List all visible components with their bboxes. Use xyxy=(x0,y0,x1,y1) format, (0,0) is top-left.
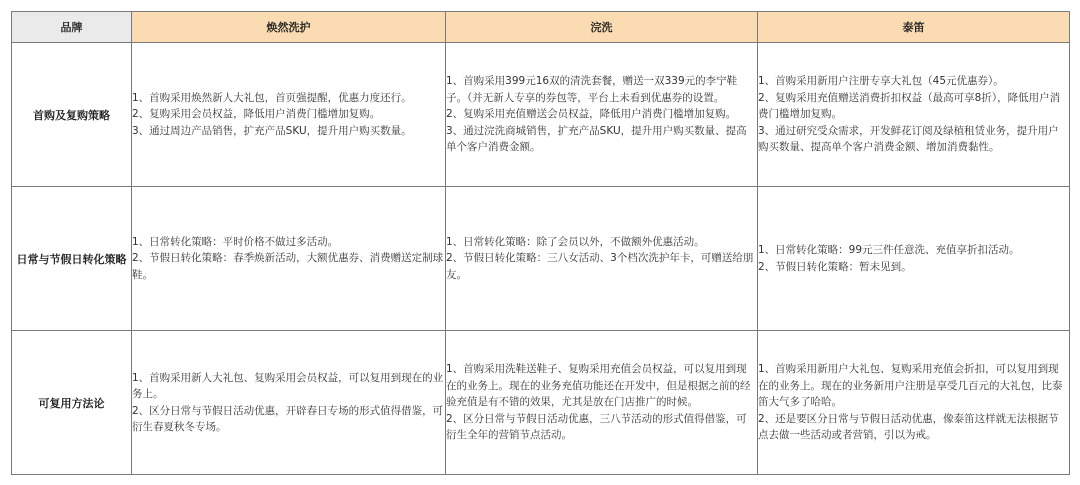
cell-line: 1、日常转化策略：平时价格不做过多活动。 xyxy=(132,235,339,248)
row-label-first-repeat-purchase: 首购及复购策略 xyxy=(12,43,132,187)
row-label-daily-holiday-conversion: 日常与节假日转化策略 xyxy=(12,187,132,331)
comparison-table-wrapper xyxy=(11,11,1069,473)
table-cell xyxy=(132,187,446,331)
cell-line: 2、节假日转化策略：暂未见到。 xyxy=(758,260,912,273)
cell-line: 3、通过浣洗商城销售，扩充产品SKU，提升用户购买数量、提高单个客户消费金额。 xyxy=(446,124,747,154)
cell-line: 1、日常转化策略：99元三件任意洗、充值享折扣活动。 xyxy=(758,244,1020,256)
table-cell xyxy=(446,43,758,187)
header-brand-huanran: 焕然洗护 xyxy=(132,12,446,43)
table-header-row xyxy=(12,12,1070,43)
table-cell xyxy=(132,331,446,475)
cell-line: 1、首购采用洗鞋送鞋子、复购采用充值会员权益，可以复用到现在的业务上。现在的业务充值功能还在开发中，但是根据之前的经验充值是有不错的效果，尤其是放在门店推广的时候。 xyxy=(446,363,751,409)
cell-line: 2、区分日常与节假日活动优惠，三八节活动的形式值得借鉴，可衍生全年的营销节点活动。 xyxy=(446,412,747,442)
table-row xyxy=(12,43,1070,187)
cell-line: 2、复购采用充值赠送消费折扣权益（最高可享8折），降低用户消费门槛增加复购。 xyxy=(758,91,1061,121)
header-brand-huanxi: 浣洗 xyxy=(446,12,758,43)
cell-line: 1、首购采用焕然新人大礼包，首页强提醒，优惠力度还行。 xyxy=(132,91,412,104)
competitor-comparison-table xyxy=(11,11,1070,475)
header-brand-taidi: 泰笛 xyxy=(758,12,1070,43)
cell-line: 2、复购采用充值赠送会员权益，降低用户消费门槛增加复购。 xyxy=(446,108,737,121)
header-label-cell: 品牌 xyxy=(12,12,132,43)
cell-line: 1、首购采用399元16双的清洗套餐，赠送一双339元的李宁鞋子。（并无新人专享的券包等，平台上未看到优惠券的设置。 xyxy=(446,75,738,104)
cell-line: 2、区分日常与节假日活动优惠，开辟春日专场的形式值得借鉴，可衍生春夏秋冬专场。 xyxy=(132,404,444,433)
cell-line: 1、首购采用新用户注册专享大礼包（45元优惠券）。 xyxy=(758,75,1004,88)
cell-line: 2、节假日转化策略：春季焕新活动，大额优惠券、消费赠送定制球鞋。 xyxy=(132,252,444,281)
cell-line: 1、首购采用新用户大礼包、复购采用充值会折扣，可以复用到现在的业务上。现在的业务新用户注册是享受几百元的大礼包，比泰笛大气多了哈哈。 xyxy=(758,363,1063,409)
cell-line: 1、日常转化策略：除了会员以外，不做额外优惠活动。 xyxy=(446,235,705,248)
table-row xyxy=(12,331,1070,475)
cell-line: 2、还是要区分日常与节假日活动优惠，像泰笛这样就无法根据节点去做一些活动或者营销，引以为戒。 xyxy=(758,412,1059,442)
cell-line: 1、首购采用新人大礼包、复购采用会员权益，可以复用到现在的业务上。 xyxy=(132,371,444,400)
cell-line: 2、复购采用会员权益，降低用户消费门槛增加复购。 xyxy=(132,108,381,121)
cell-line: 3、通过研究受众需求，开发鲜花订阅及绿植租赁业务，提升用户购买数量、提高单个客户消费金额、增加消费黏性。 xyxy=(758,124,1059,154)
table-cell xyxy=(446,331,758,475)
cell-line: 3、通过周边产品销售，扩充产品SKU，提升用户购买数量。 xyxy=(132,124,412,137)
table-cell xyxy=(758,187,1070,331)
table-row xyxy=(12,187,1070,331)
table-cell xyxy=(132,43,446,187)
table-cell xyxy=(758,331,1070,475)
table-cell xyxy=(758,43,1070,187)
cell-line: 2、节假日转化策略：三八女活动、3个档次洗护年卡，可赠送给朋友。 xyxy=(446,252,754,281)
table-cell xyxy=(446,187,758,331)
row-label-reusable-methodology: 可复用方法论 xyxy=(12,331,132,475)
